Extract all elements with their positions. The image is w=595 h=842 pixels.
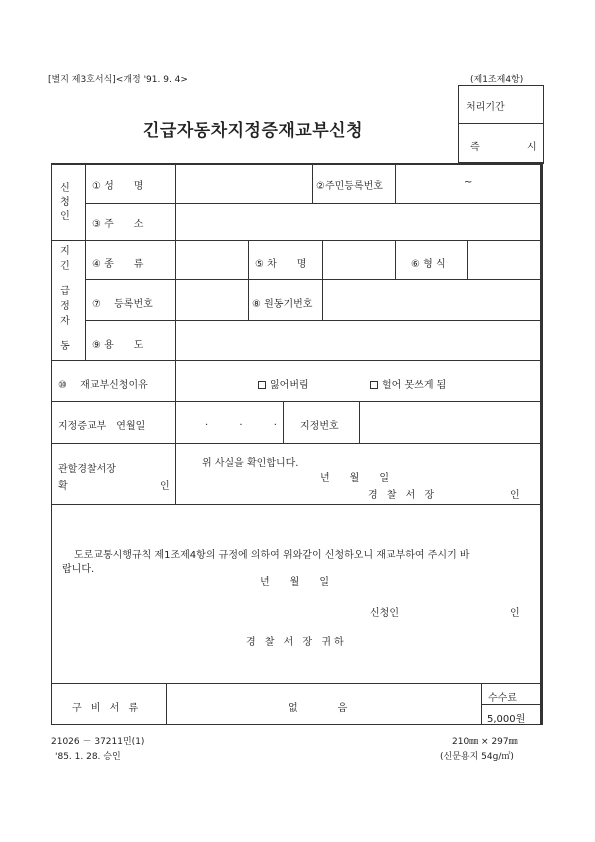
approval-date: '85. 1. 28. 승인	[55, 752, 121, 762]
police-chief: 경 찰 서 장	[368, 490, 438, 501]
reason-option-worn[interactable]	[370, 376, 446, 391]
applicant-seal: 인	[510, 608, 520, 619]
police-confirm-label: 관할경찰서장	[58, 464, 116, 475]
form-number: 21026 － 37211민(1)	[51, 737, 145, 747]
vehicle-type-label: ④ 종 류	[92, 259, 144, 270]
reason-label: ⑩ 재교부신청이유	[58, 380, 148, 391]
form-reference: [별지 제3호서식]<개정 '91. 9. 4>	[48, 75, 188, 85]
reason-option-lost[interactable]	[258, 376, 309, 391]
police-seal: 인	[510, 490, 520, 501]
model-field[interactable]	[469, 242, 539, 278]
car-name-label: ⑤ 차 명	[255, 259, 307, 270]
applicant-section-label: 신청인	[60, 183, 70, 222]
lost-option-label: 잃어버림	[270, 380, 309, 391]
usage-label: ⑨ 용 도	[92, 340, 144, 351]
statement-line2: 랍니다.	[62, 564, 95, 575]
article-reference: (제1조제4항)	[470, 75, 524, 85]
addressee: 경 찰 서 장 귀하	[246, 637, 347, 648]
documents-label: 구 비 서 류	[72, 703, 142, 714]
applicant-signature-label: 신청인	[370, 608, 399, 619]
reg-no-label: ⑦ 등록번호	[92, 299, 153, 310]
reg-no-field[interactable]	[177, 281, 247, 319]
model-label: ⑥ 형 식	[411, 259, 446, 270]
processing-period-label: 처리기간	[466, 102, 505, 113]
name-field[interactable]	[177, 165, 311, 201]
rrn-separator: ~	[464, 177, 473, 188]
fee-label: 수수료	[488, 693, 517, 704]
engine-no-label: ⑧ 원동기번호	[252, 299, 313, 310]
engine-no-field[interactable]	[324, 281, 539, 319]
address-field[interactable]	[177, 205, 537, 239]
police-confirm-text: 위 사실을 확인합니다.	[202, 458, 299, 469]
fee-value: 5,000원	[487, 714, 526, 725]
designation-number-label: 지정번호	[300, 421, 339, 432]
name-label: ① 성 명	[92, 181, 144, 192]
worn-option-label: 헐어 못쓰게 됨	[382, 380, 447, 391]
confirm-label-right: 인	[160, 481, 170, 492]
statement-date: 년 월 일	[260, 577, 329, 588]
form-title: 긴급자동차지정증재교부신청	[143, 121, 363, 141]
usage-field[interactable]	[177, 322, 539, 359]
documents-value: 없 음	[288, 703, 348, 714]
designation-number-field[interactable]	[361, 403, 539, 441]
issue-date-value[interactable]: . . .	[205, 417, 291, 428]
police-confirm-date: 년 월 일	[320, 473, 389, 484]
vehicle-section-label: 지 긴 급 정 자 동	[60, 246, 70, 352]
paper-size: 210㎜ × 297㎜	[452, 737, 518, 747]
paper-type: (신문용지 54g/㎡)	[440, 752, 514, 762]
rrn-label: ②주민등록번호	[316, 181, 383, 192]
confirm-label-left: 확	[58, 481, 68, 492]
processing-value-left: 즉	[470, 142, 480, 153]
worn-checkbox[interactable]	[370, 381, 378, 389]
statement-line1: 도로교통시행규칙 제1조제4항의 규정에 의하여 위와같이 신청하오니 재교부하여 주시기 바	[74, 550, 470, 561]
address-label: ③ 주 소	[92, 219, 144, 230]
processing-value-right: 시	[527, 142, 537, 153]
issue-date-label: 지정증교부 연월일	[58, 421, 146, 432]
lost-checkbox[interactable]	[258, 381, 266, 389]
vehicle-type-field[interactable]	[177, 242, 247, 278]
rrn-field[interactable]	[397, 165, 537, 201]
car-name-field[interactable]	[324, 242, 394, 278]
